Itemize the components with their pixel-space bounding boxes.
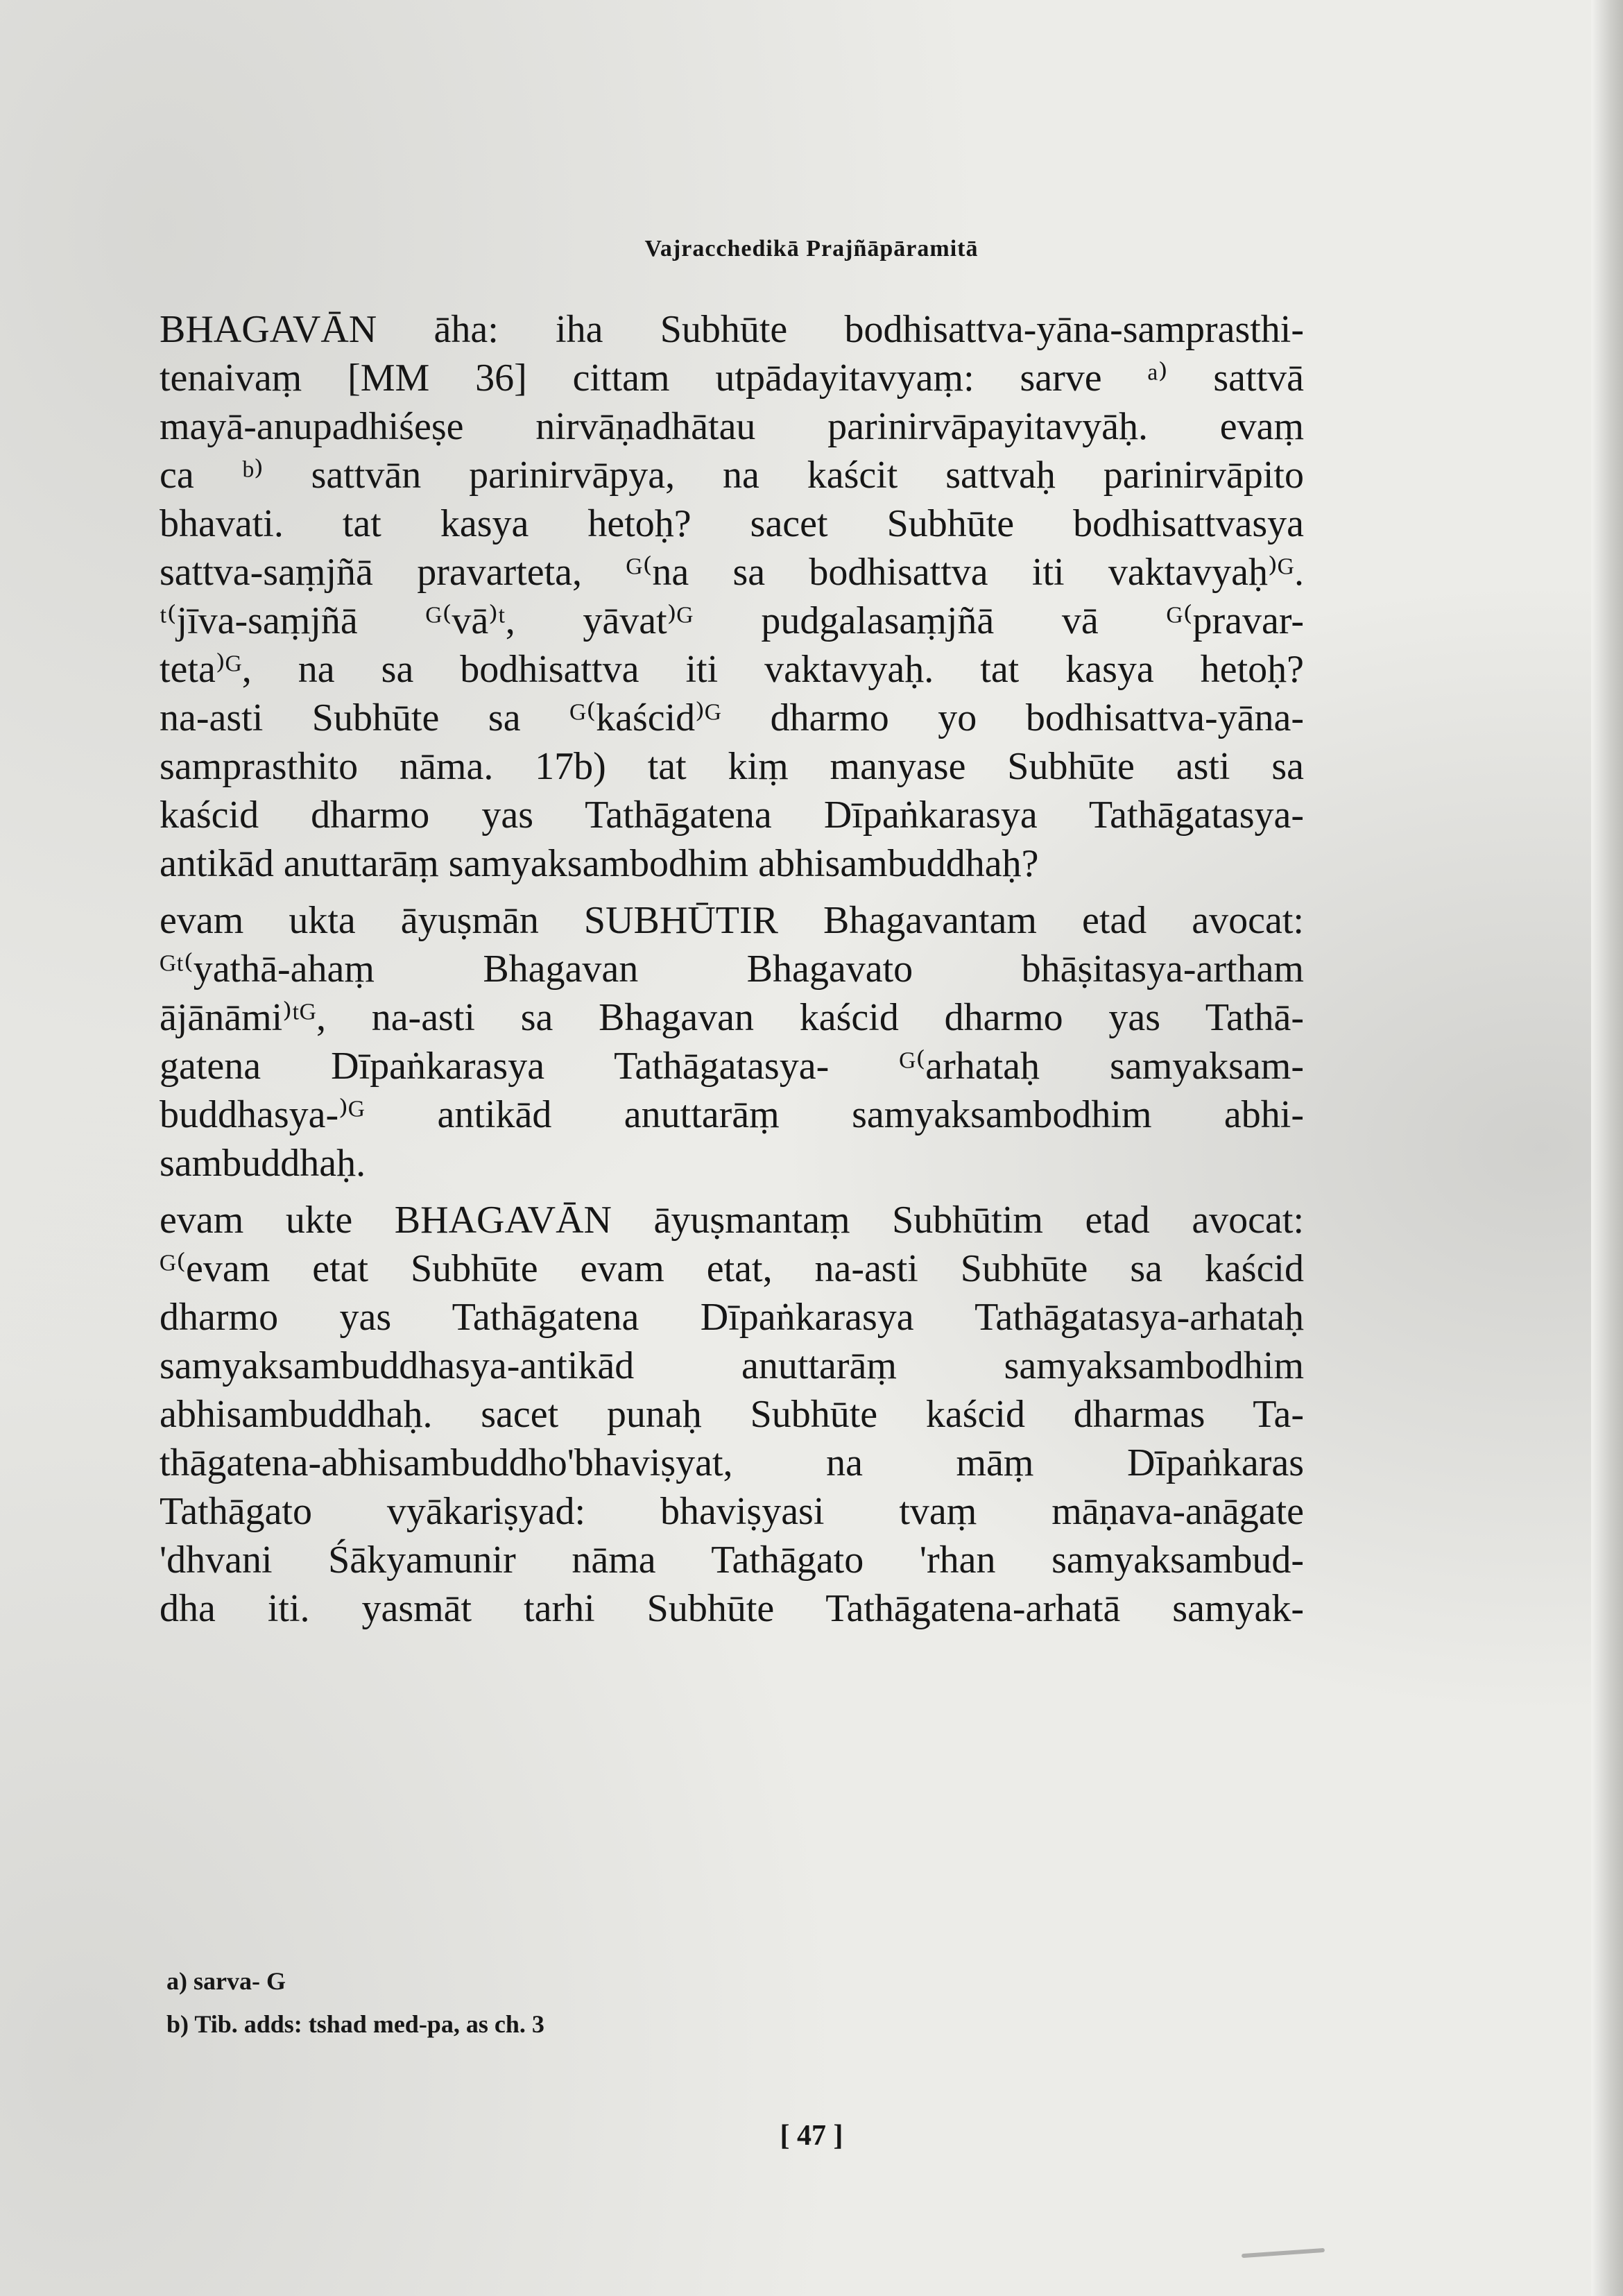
paragraph-3	[160, 1196, 1304, 1633]
text-line: BHAGAVĀN āha: iha Subhūte bodhisattva-yāna-samprasthi-	[160, 308, 1304, 351]
text-line: Tathāgato vyākariṣyad: bhaviṣyasi tvaṃ māṇava-anāgate	[160, 1490, 1304, 1533]
footnote-b: b) Tib. adds: tshad med-pa, as ch. 3	[166, 2010, 544, 2038]
paragraph-gap	[160, 1188, 1304, 1196]
text-line: buddhasya-⁾ᴳ antikād anuttarāṃ samyaksambodhim abhi-	[160, 1093, 1304, 1136]
text-line: 'dhvani Śākyamunir nāma Tathāgato 'rhan samyaksambud-	[160, 1539, 1304, 1582]
text-line: bhavati. tat kasya hetoḥ? sacet Subhūte bodhisattvasya	[160, 502, 1304, 545]
page-number: [ 47 ]	[780, 2120, 843, 2152]
text-line: sambuddhaḥ.	[160, 1142, 366, 1185]
page-edge-shadow	[1591, 0, 1623, 2296]
text-line: teta⁾ᴳ, na sa bodhisattva iti vaktavyaḥ. tat kasya hetoḥ?	[160, 648, 1304, 691]
text-line: gatena Dīpaṅkarasya Tathāgatasya- ᴳ⁽arhataḥ samyaksam-	[160, 1045, 1304, 1088]
text-line: abhisambuddhaḥ. sacet punaḥ Subhūte kaścid dharmas Ta-	[160, 1393, 1304, 1436]
main-text	[160, 305, 1304, 1633]
footnote-a: a) sarva- G	[166, 1967, 286, 1995]
text-line: ca ᵇ⁾ sattvān parinirvāpya, na kaścit sattvaḥ parinirvāpito	[160, 454, 1304, 497]
text-line: ᴳ⁽evam etat Subhūte evam etat, na-asti Subhūte sa kaścid	[160, 1247, 1304, 1290]
text-line: sattva-saṃjñā pravarteta, ᴳ⁽na sa bodhisattva iti vaktavyaḥ⁾ᴳ.	[160, 551, 1304, 594]
text-line: thāgatena-abhisambuddho'bhaviṣyat, na māṃ Dīpaṅkaras	[160, 1441, 1304, 1484]
text-line: na-asti Subhūte sa ᴳ⁽kaścid⁾ᴳ dharmo yo bodhisattva-yāna-	[160, 696, 1304, 739]
scan-smudge	[1242, 2248, 1325, 2258]
text-line: kaścid dharmo yas Tathāgatena Dīpaṅkarasya Tathāgatasya-	[160, 794, 1304, 837]
text-line: dha iti. yasmāt tarhi Subhūte Tathāgatena-arhatā samyak-	[160, 1587, 1304, 1630]
text-line: dharmo yas Tathāgatena Dīpaṅkarasya Tathāgatasya-arhataḥ	[160, 1296, 1304, 1339]
running-head: Vajracchedikā Prajñāpāramitā	[644, 236, 979, 262]
text-line: samprasthito nāma. 17b) tat kiṃ manyase Subhūte asti sa	[160, 745, 1304, 788]
text-line: ājānāmi⁾ᵗᴳ, na-asti sa Bhagavan kaścid dharmo yas Tathā-	[160, 996, 1304, 1039]
text-line: tenaivaṃ [MM 36] cittam utpādayitavyaṃ: sarve ᵃ⁾ sattvā	[160, 357, 1304, 400]
text-line: ᵗ⁽jīva-saṃjñā ᴳ⁽vā⁾ᵗ, yāvat⁾ᴳ pudgalasaṃjñā vā ᴳ⁽pravar-	[160, 599, 1304, 642]
paragraph-2	[160, 896, 1304, 1188]
footnotes	[166, 1960, 999, 2046]
text-line: samyaksambuddhasya-antikād anuttarāṃ samyaksambodhim	[160, 1344, 1304, 1387]
text-line: evam ukta āyuṣmān SUBHŪTIR Bhagavantam etad avocat:	[160, 899, 1304, 942]
text-line: antikād anuttarāṃ samyaksambodhim abhisambuddhaḥ?	[160, 842, 1039, 885]
paragraph-gap	[160, 888, 1304, 896]
text-line: mayā-anupadhiśeṣe nirvāṇadhātau parinirvāpayitavyāḥ. evaṃ	[160, 405, 1304, 448]
text-line: ᴳᵗ⁽yathā-ahaṃ Bhagavan Bhagavato bhāṣitasya-artham	[160, 948, 1304, 991]
text-line: evam ukte BHAGAVĀN āyuṣmantaṃ Subhūtim etad avocat:	[160, 1199, 1304, 1242]
paragraph-1	[160, 305, 1304, 888]
